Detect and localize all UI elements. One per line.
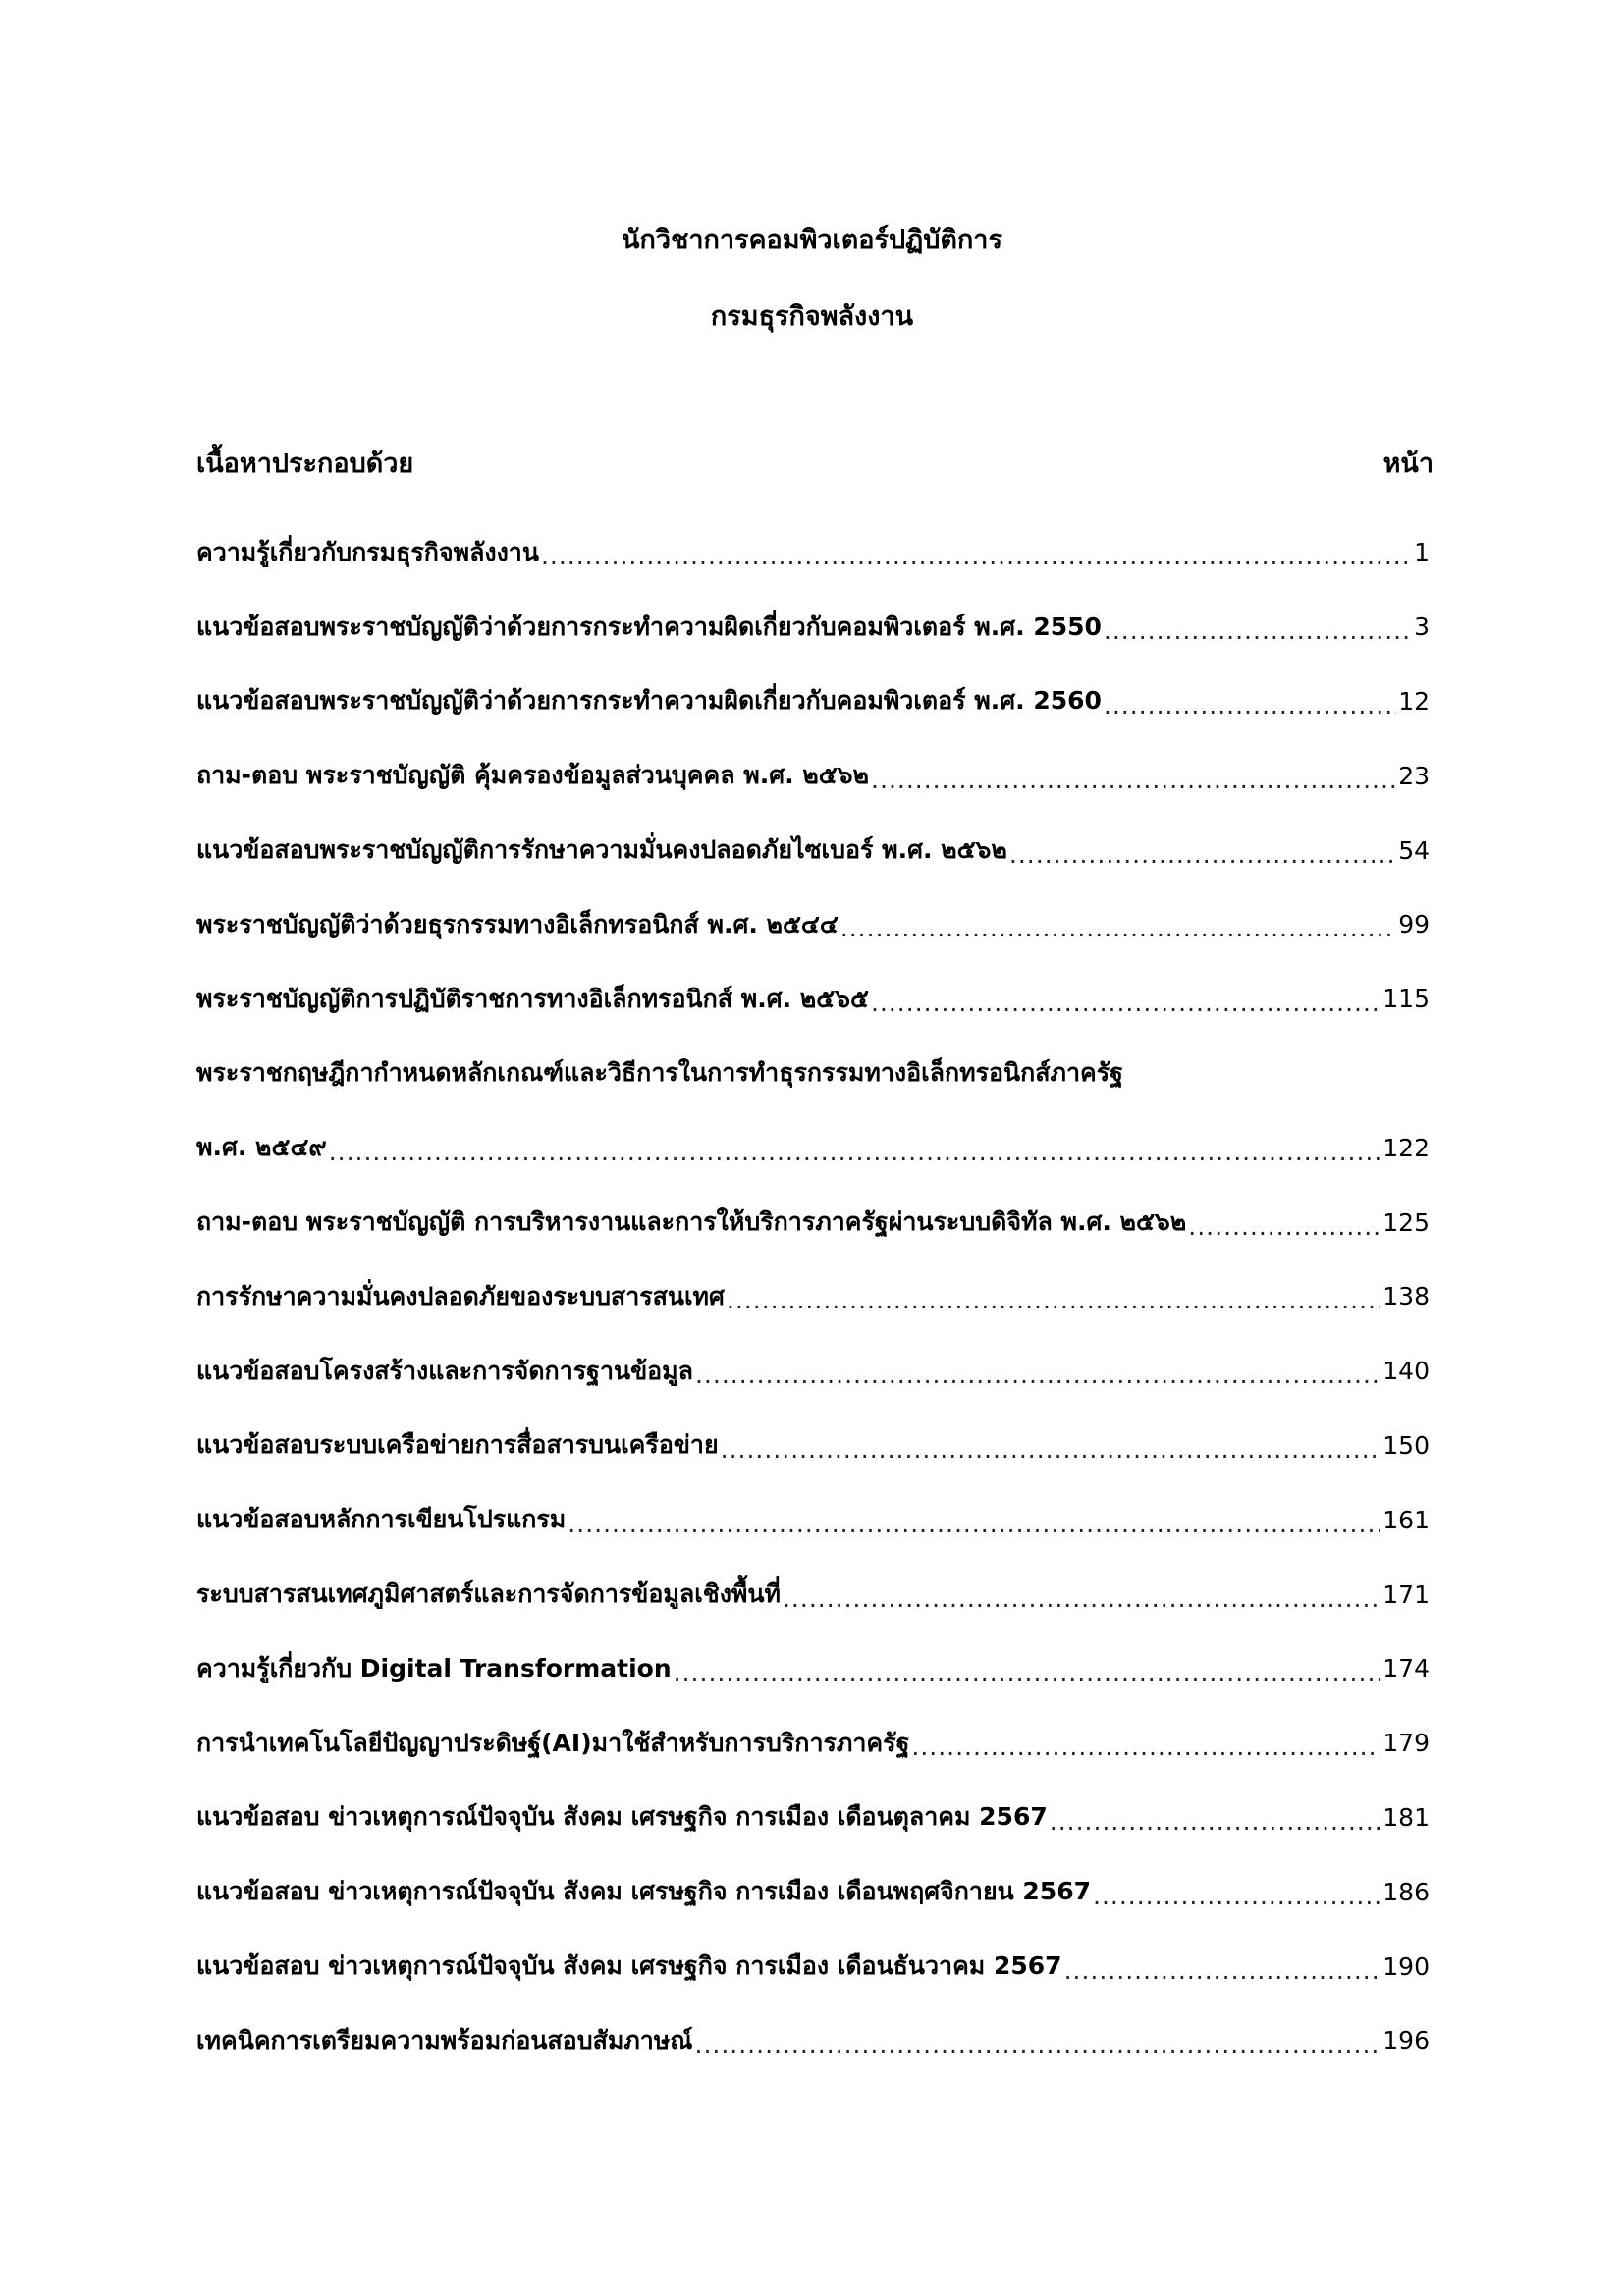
toc-entry (196, 1037, 1430, 1111)
toc-leader-dots (783, 1578, 1380, 1611)
table-of-contents (196, 515, 1430, 2078)
toc-entry-page: 54 (1398, 835, 1430, 865)
toc-entry (196, 1929, 1430, 2003)
toc-entry-page: 140 (1382, 1357, 1430, 1386)
toc-leader-dots (911, 1727, 1380, 1759)
toc-leader-dots (727, 1280, 1380, 1312)
toc-entry-page: 99 (1398, 910, 1430, 939)
toc-entry (196, 813, 1430, 887)
document-title: นักวิชาการคอมพิวเตอร์ปฏิบัติการ (622, 225, 1002, 255)
toc-leader-dots (541, 536, 1412, 568)
toc-entry-page: 3 (1414, 613, 1430, 642)
toc-entry (196, 665, 1430, 739)
toc-entry-page: 115 (1382, 985, 1430, 1014)
toc-entry-label: แนวข้อสอบ ข่าวเหตุการณ์ปัจจุบัน สังคม เศรษฐกิจ การเมือง เดือนตุลาคม 2567 (196, 1802, 1048, 1832)
toc-entry (196, 2003, 1430, 2078)
toc-entry (196, 1259, 1430, 1334)
toc-entry-page: 1 (1414, 538, 1430, 567)
toc-entry (196, 962, 1430, 1037)
toc-entry-page: 179 (1382, 1729, 1430, 1758)
toc-entry (196, 887, 1430, 962)
toc-leader-dots (329, 1132, 1381, 1164)
toc-entry (196, 1706, 1430, 1781)
toc-entry-page: 196 (1382, 2026, 1430, 2056)
document-subtitle: กรมธุรกิจพลังงาน (710, 301, 914, 332)
toc-entry-label: แนวข้อสอบพระราชบัญญัติว่าด้วยการกระทำความผิดเกี่ยวกับคอมพิวเตอร์ พ.ศ. 2550 (196, 612, 1102, 641)
toc-leader-dots (568, 1504, 1380, 1536)
toc-entry-label: แนวข้อสอบโครงสร้างและการจัดการฐานข้อมูล (196, 1356, 693, 1385)
toc-entry (196, 1409, 1430, 1483)
toc-entry-page: 174 (1382, 1654, 1430, 1683)
toc-heading: เนื้อหาประกอบด้วย (196, 449, 414, 479)
toc-leader-dots (674, 1652, 1381, 1684)
toc-entry-label: แนวข้อสอบ ข่าวเหตุการณ์ปัจจุบัน สังคม เศรษฐกิจ การเมือง เดือนพฤศจิกายน 2567 (196, 1877, 1091, 1906)
toc-leader-dots (1064, 1950, 1381, 1983)
toc-entry-label: พ.ศ. ๒๕๔๙ (196, 1133, 327, 1162)
toc-entry (196, 1631, 1430, 1706)
toc-leader-dots (1093, 1876, 1380, 1908)
toc-leader-dots (840, 908, 1396, 940)
toc-entry-label: แนวข้อสอบหลักการเขียนโปรแกรม (196, 1505, 567, 1534)
toc-entry-page: 150 (1382, 1430, 1430, 1460)
toc-entry-page: 138 (1382, 1282, 1430, 1311)
toc-entry-label: การนำเทคโนโลยีปัญญาประดิษฐ์(AI)มาใช้สำหรับการบริการภาครัฐ (196, 1728, 910, 1757)
toc-leader-dots (1104, 685, 1396, 718)
toc-entry (196, 1110, 1430, 1185)
toc-entry (196, 1185, 1430, 1259)
toc-entry (196, 1482, 1430, 1557)
toc-entry-page: 125 (1382, 1207, 1430, 1237)
toc-entry-page: 122 (1382, 1133, 1430, 1162)
toc-entry (196, 1557, 1430, 1631)
toc-entry-label: พระราชกฤษฎีกากำหนดหลักเกณฑ์และวิธีการในการทำธุรกรรมทางอิเล็กทรอนิกส์ภาครัฐ (196, 1058, 1123, 1088)
toc-entry-page: 23 (1398, 761, 1430, 790)
toc-entry-page: 186 (1382, 1877, 1430, 1906)
toc-entry-page: 190 (1382, 1951, 1430, 1981)
toc-entry-label: เทคนิคการเตรียมความพร้อมก่อนสอบสัมภาษณ์ (196, 2025, 693, 2055)
page-column-heading: หน้า (1382, 449, 1434, 479)
toc-entry-label: ถาม-ตอบ พระราชบัญญัติ คุ้มครองข้อมูลส่วนบุคคล พ.ศ. ๒๕๖๒ (196, 761, 870, 790)
toc-leader-dots (871, 983, 1380, 1015)
toc-entry (196, 738, 1430, 813)
toc-entry-label: แนวข้อสอบพระราชบัญญัติการรักษาความมั่นคงปลอดภัยไซเบอร์ พ.ศ. ๒๕๖๒ (196, 835, 1007, 865)
toc-entry-label: ระบบสารสนเทศภูมิศาสตร์และการจัดการข้อมูลเชิงพื้นที่ (196, 1579, 781, 1609)
toc-leader-dots (1188, 1206, 1380, 1239)
toc-entry-page: 161 (1382, 1505, 1430, 1534)
toc-leader-dots (695, 1355, 1380, 1387)
toc-entry-label: แนวข้อสอบระบบเครือข่ายการสื่อสารบนเครือข่าย (196, 1430, 719, 1460)
toc-leader-dots (1009, 834, 1396, 867)
toc-entry-page: 12 (1398, 686, 1430, 716)
toc-entry (196, 1854, 1430, 1929)
toc-entry-label: ความรู้เกี่ยวกับ Digital Transformation (196, 1653, 672, 1682)
toc-entry (196, 1781, 1430, 1855)
toc-entry-label: พระราชบัญญัติว่าด้วยธุรกรรมทางอิเล็กทรอนิกส์ พ.ศ. ๒๕๔๔ (196, 909, 839, 938)
toc-leader-dots (721, 1429, 1381, 1462)
toc-leader-dots (695, 2024, 1381, 2056)
toc-entry (196, 515, 1430, 590)
toc-entry-label: ความรู้เกี่ยวกับกรมธุรกิจพลังงาน (196, 537, 539, 566)
toc-entry-label: แนวข้อสอบ ข่าวเหตุการณ์ปัจจุบัน สังคม เศรษฐกิจ การเมือง เดือนธันวาคม 2567 (196, 1951, 1062, 1981)
toc-leader-dots (871, 760, 1396, 792)
toc-entry-page: 181 (1382, 1802, 1430, 1832)
toc-entry-label: แนวข้อสอบพระราชบัญญัติว่าด้วยการกระทำความผิดเกี่ยวกับคอมพิวเตอร์ พ.ศ. 2560 (196, 686, 1102, 716)
toc-entry (196, 590, 1430, 665)
toc-entry-page: 171 (1382, 1579, 1430, 1609)
toc-leader-dots (1104, 611, 1412, 643)
toc-entry-label: พระราชบัญญัติการปฏิบัติราชการทางอิเล็กทรอนิกส์ พ.ศ. ๒๕๖๕ (196, 984, 869, 1013)
toc-leader-dots (1050, 1801, 1381, 1834)
toc-entry-label: การรักษาความมั่นคงปลอดภัยของระบบสารสนเทศ (196, 1281, 725, 1310)
toc-entry-label: ถาม-ตอบ พระราชบัญญัติ การบริหารงานและการให้บริการภาครัฐผ่านระบบดิจิทัล พ.ศ. ๒๕๖๒ (196, 1207, 1187, 1237)
toc-header (196, 442, 1434, 484)
toc-entry (196, 1334, 1430, 1409)
